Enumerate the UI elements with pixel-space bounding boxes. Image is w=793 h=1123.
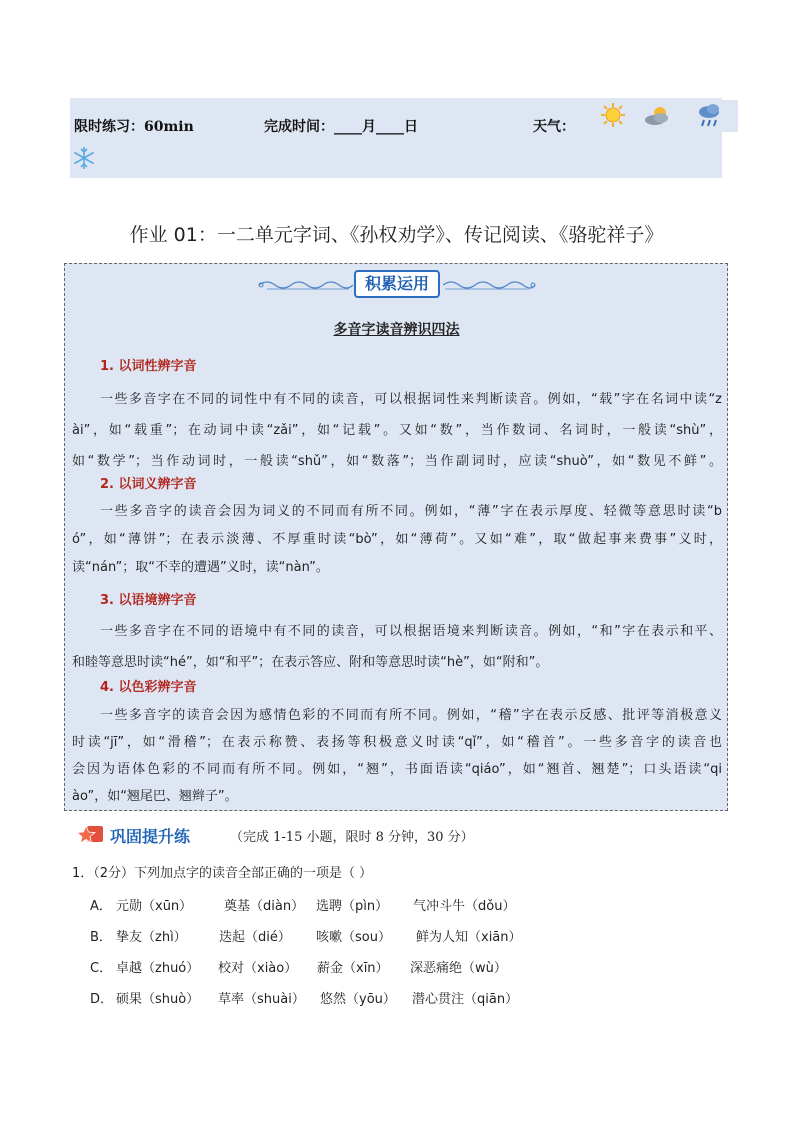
option-item: 咳嗽（sou） — [316, 930, 391, 945]
partly-cloudy-icon — [643, 104, 673, 128]
time-limit: 限时练习：60min — [74, 119, 194, 135]
option-item: 薪金（xīn） — [317, 961, 389, 976]
weather-label: 天气： — [533, 119, 575, 135]
option-item: 草率（shuài） — [218, 992, 305, 1007]
banner-wave-right-ornament — [443, 278, 537, 292]
option-item: 深恶痛绝（wù） — [410, 961, 507, 976]
question-stem: 1．（2分）下列加点字的读音全部正确的一项是（ ） — [72, 866, 373, 881]
finish-time: 完成时间：____月____日 — [264, 119, 418, 135]
text-line: 一些多音字在不同的词性中有不同的读音，可以根据词性来判断读音。例如，“载”字在名词中读“z — [100, 392, 722, 407]
option-item: 潜心贯注（qiān） — [412, 992, 519, 1007]
banner-label: 积累运用 — [354, 270, 440, 298]
banner-wave-left-ornament — [257, 278, 353, 292]
text-line: 和睦等意思时读“hé”，如“和平”；在表示答应、附和等意思时读“hè”，如“附和”。 — [72, 655, 549, 670]
method-heading: 4. 以色彩辨字音 — [100, 680, 197, 695]
text-line: 读“nán”；取“不幸的遭遇”义时，读“nàn”。 — [72, 560, 329, 575]
star-flag-icon — [77, 824, 105, 846]
option-item: 悠然（yōu） — [320, 992, 396, 1007]
panel-title: 多音字读音辨识四法 — [333, 322, 460, 338]
option-item: 挚友（zhì） — [116, 930, 187, 945]
option-item: 气冲斗牛（dǒu） — [413, 899, 516, 914]
method-heading: 2. 以词义辨字音 — [100, 477, 197, 492]
option-item: 元勋（xūn） — [116, 899, 193, 914]
option-letter: C． — [90, 961, 113, 976]
text-line: 如“数学”；当作动词时，一般读“shǔ”，如“数落”；当作副词时，应读“shuò”，如“数见不鲜”。 — [72, 454, 722, 469]
text-line: 会因为语体色彩的不同而有所不同。例如，“翘”，书面语读“qiáo”，如“翘首、翘楚”；口头语读“qi — [72, 762, 722, 777]
document-title: 作业 01：一二单元字词、《孙权劝学》、传记阅读、《骆驼祥子》 — [129, 224, 664, 246]
text-line: ài”，如“载重”；在动词中读“zǎi”，如“记载”。又如“数”，当作数词、名词时，一般读“shù”， — [72, 423, 722, 438]
text-line: ào”，如“翘尾巴、翘辫子”。 — [72, 789, 238, 804]
option-item: 奠基（diàn） — [224, 899, 305, 914]
practice-title: 巩固提升练 — [110, 827, 191, 846]
banner — [257, 270, 537, 300]
option-item: 鲜为人知（xiān） — [416, 930, 522, 945]
option-item: 卓越（zhuó） — [116, 961, 200, 976]
option-letter: B． — [90, 930, 112, 945]
option-item: 硕果（shuò） — [116, 992, 200, 1007]
option-letter: D． — [90, 992, 114, 1007]
method-heading: 1. 以词性辨字音 — [100, 359, 197, 374]
text-line: 时读“jī”，如“滑稽”；在表示称赞、表扬等积极意义时读“qǐ”，如“稽首”。一些多音字的读音也 — [72, 735, 722, 750]
text-line: 一些多音字在不同的语境中有不同的读音，可以根据语境来判断读音。例如，“和”字在表示和平、 — [100, 624, 722, 639]
text-line: 一些多音字的读音会因为词义的不同而有所不同。例如，“薄”字在表示厚度、轻微等意思时读“b — [100, 504, 722, 519]
option-item: 迭起（dié） — [219, 930, 291, 945]
rain-icon — [697, 102, 723, 130]
sun-icon — [600, 102, 626, 128]
text-line: 一些多音字的读音会因为感情色彩的不同而有所不同。例如，“稽”字在表示反感、批评等消极意义 — [100, 708, 722, 723]
option-letter: A． — [90, 899, 112, 914]
snow-icon — [72, 146, 96, 170]
practice-note: （完成 1-15 小题，限时 8 分钟，30 分） — [230, 830, 474, 845]
header-tab — [722, 100, 738, 132]
option-item: 校对（xiào） — [218, 961, 298, 976]
option-item: 选聘（pìn） — [316, 899, 389, 914]
text-line: ó”，如“薄饼”；在表示淡薄、不厚重时读“bò”，如“薄荷”。又如“难”，取“做起事来费事”义时， — [72, 532, 722, 547]
method-heading: 3. 以语境辨字音 — [100, 593, 197, 608]
